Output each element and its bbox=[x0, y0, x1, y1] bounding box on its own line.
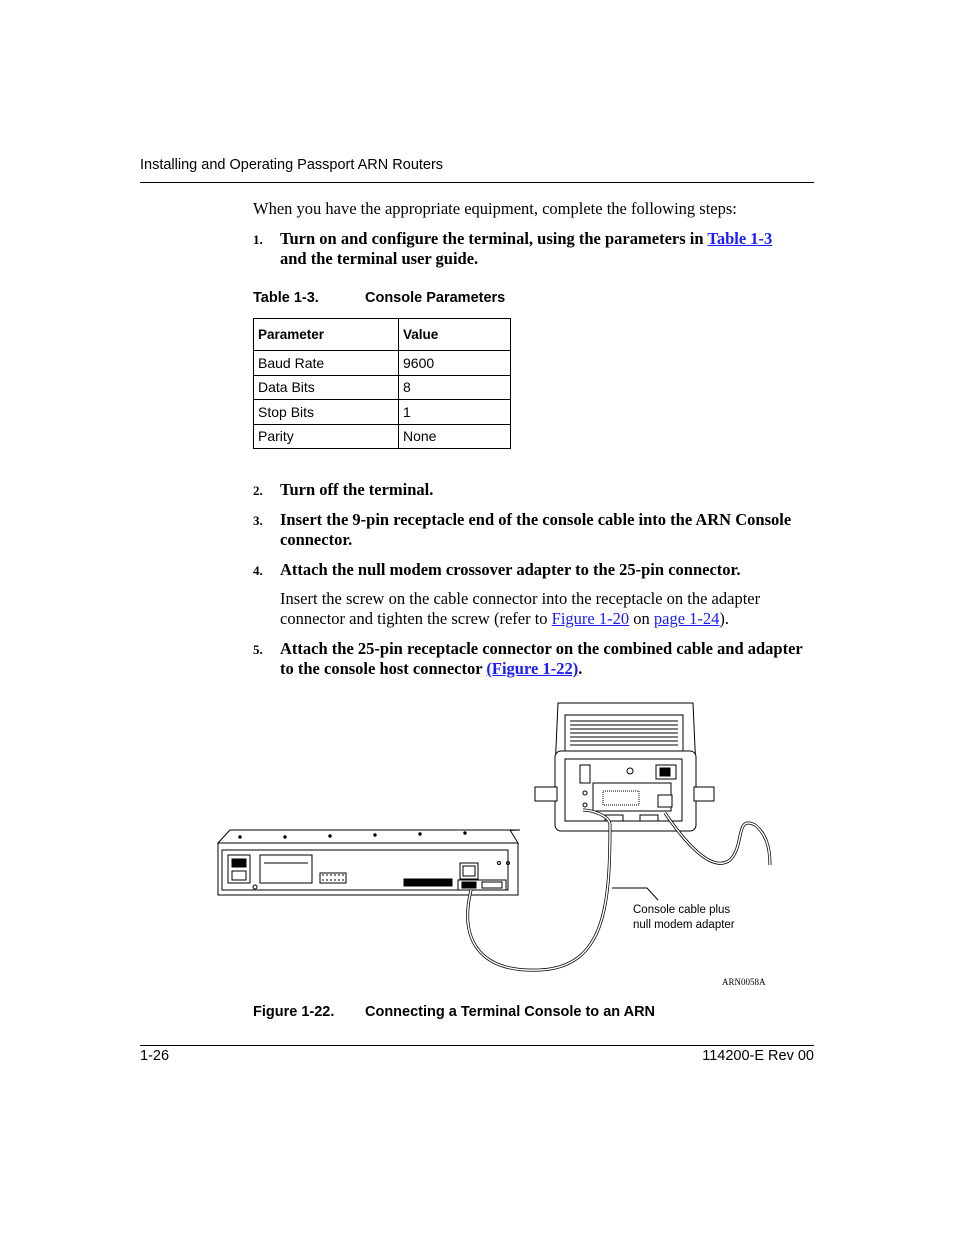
column-header: Value bbox=[399, 319, 511, 351]
table-cell: Stop Bits bbox=[254, 400, 399, 425]
callout-line-1: Console cable plus bbox=[633, 904, 731, 916]
figure-link[interactable]: Figure 1-20 bbox=[551, 609, 630, 628]
table-cell: 9600 bbox=[399, 351, 511, 376]
step-number: 4. bbox=[253, 563, 263, 578]
step-3 bbox=[253, 510, 815, 550]
table-cell: None bbox=[399, 424, 511, 449]
terminal-rear bbox=[535, 703, 714, 831]
step-1 bbox=[253, 229, 815, 269]
console-parameters-table bbox=[253, 318, 511, 449]
step-4 bbox=[253, 560, 815, 580]
page-number: 1-26 bbox=[140, 1048, 170, 1064]
figure-caption bbox=[253, 1004, 656, 1020]
step-number: 3. bbox=[253, 513, 263, 528]
step-4-note: Insert the screw on the cable connector into the receptacle on the adapter connector and tighten the screw (refer to Figure 1-20 on page 1-24). bbox=[280, 589, 761, 628]
table-caption-title: Console Parameters bbox=[365, 290, 506, 306]
table-row bbox=[254, 351, 511, 376]
step-text: Turn on and configure the terminal, using the parameters in Table 1-3 and the terminal user guide. bbox=[280, 229, 773, 268]
step-2 bbox=[253, 480, 815, 500]
step-text: Attach the null modem crossover adapter to the 25-pin connector. bbox=[280, 560, 741, 579]
arn-router bbox=[218, 830, 520, 895]
step-number: 2. bbox=[253, 483, 263, 498]
running-header: Installing and Operating Passport ARN Routers bbox=[140, 157, 444, 173]
column-header: Parameter bbox=[254, 319, 399, 351]
step-number: 5. bbox=[253, 642, 263, 657]
figure-caption-title: Connecting a Terminal Console to an ARN bbox=[365, 1004, 656, 1020]
footer-rule bbox=[140, 1045, 814, 1046]
table-cell: Parity bbox=[254, 424, 399, 449]
table-caption bbox=[253, 290, 506, 306]
step-text: Turn off the terminal. bbox=[280, 480, 434, 499]
table-row bbox=[254, 400, 511, 425]
figure-link[interactable]: (Figure 1-22) bbox=[486, 659, 579, 678]
table-cell: 8 bbox=[399, 375, 511, 400]
header-rule bbox=[140, 182, 814, 183]
figure-caption-label: Figure 1-22. bbox=[253, 1004, 335, 1020]
step-number: 1. bbox=[253, 232, 263, 247]
table-row bbox=[254, 375, 511, 400]
table-cell: 1 bbox=[399, 400, 511, 425]
terminal-arn-connection-illustration bbox=[210, 695, 780, 980]
document-number: 114200-E Rev 00 bbox=[702, 1048, 814, 1064]
intro-paragraph: When you have the appropriate equipment, complete the following steps: bbox=[253, 199, 737, 218]
figure-id: ARN0058A bbox=[722, 977, 766, 987]
step-text: Attach the 25-pin receptacle connector on the combined cable and adapter to the console host connector (Figure 1-22). bbox=[280, 639, 803, 678]
table-link[interactable]: Table 1-3 bbox=[707, 229, 773, 248]
step-text: Insert the 9-pin receptacle end of the console cable into the ARN Console connector. bbox=[280, 510, 792, 549]
callout-line-2: null modem adapter bbox=[633, 919, 735, 931]
table-caption-label: Table 1-3. bbox=[253, 290, 319, 306]
table-cell: Baud Rate bbox=[254, 351, 399, 376]
table-row bbox=[254, 424, 511, 449]
table-header-row bbox=[254, 319, 511, 351]
callout-leader bbox=[612, 888, 658, 900]
page-link[interactable]: page 1-24 bbox=[653, 609, 720, 628]
table-cell: Data Bits bbox=[254, 375, 399, 400]
step-5 bbox=[253, 639, 815, 679]
